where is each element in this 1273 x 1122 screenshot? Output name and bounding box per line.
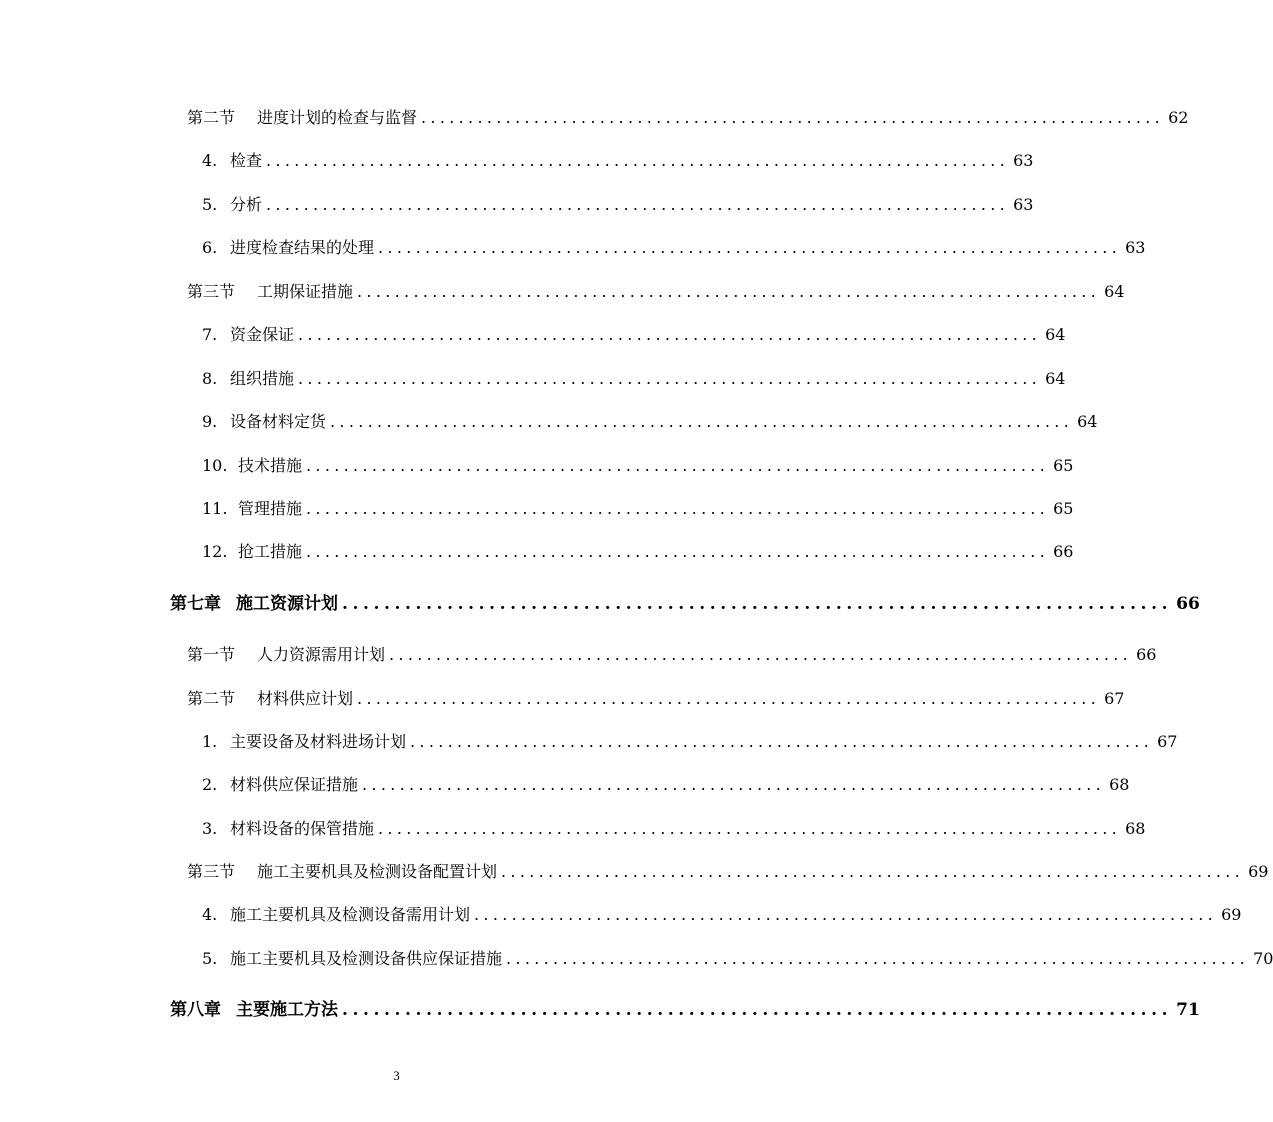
toc-entry-title: 主要施工方法 — [236, 1000, 338, 1020]
toc-entry-page: 69 — [1248, 862, 1269, 881]
toc-entry-title: 施工主要机具及检测设备需用计划 — [230, 905, 471, 924]
dot-leader: ............................................................................... — [501, 862, 1245, 881]
toc-entry-page: 62 — [1168, 108, 1189, 127]
toc-entry-page: 68 — [1125, 819, 1146, 838]
toc-entry[interactable] — [202, 814, 1146, 844]
toc-entry-number: 6. — [202, 238, 218, 257]
dot-leader: ............................................................................... — [330, 412, 1074, 431]
toc-entry-title: 施工主要机具及检测设备供应保证措施 — [230, 949, 503, 968]
dot-leader: ............................................................................... — [421, 108, 1165, 127]
toc-entry[interactable] — [187, 277, 1125, 307]
toc-entry-number: 10. — [202, 456, 228, 475]
toc-entry-page: 64 — [1077, 412, 1098, 431]
toc-entry-title: 进度检查结果的处理 — [230, 238, 375, 257]
toc-entry[interactable] — [202, 944, 1273, 974]
dot-leader: ............................................................................... — [342, 1000, 1173, 1020]
toc-entry[interactable] — [202, 233, 1146, 263]
toc-entry-number: 11. — [202, 499, 228, 518]
toc-entry[interactable] — [202, 900, 1242, 930]
dot-leader: ............................................................................... — [474, 905, 1218, 924]
dot-leader: ............................................................................... — [378, 238, 1122, 257]
toc-entry-title: 材料供应保证措施 — [230, 775, 359, 794]
toc-entry-number: 第三节 — [187, 282, 236, 301]
toc-entry-title: 组织措施 — [230, 369, 295, 388]
toc-entry-page: 69 — [1221, 905, 1242, 924]
dot-leader: ............................................................................... — [306, 499, 1050, 518]
toc-entry-number: 3. — [202, 819, 218, 838]
toc-entry[interactable] — [187, 103, 1189, 133]
toc-entry-page: 66 — [1136, 645, 1157, 664]
dot-leader: ............................................................................... — [357, 689, 1101, 708]
toc-entry-number: 5. — [202, 195, 218, 214]
toc-entry-page: 63 — [1013, 151, 1034, 170]
dot-leader: ............................................................................... — [306, 456, 1050, 475]
toc-entry-title: 材料设备的保管措施 — [230, 819, 375, 838]
toc-entry-title: 进度计划的检查与监督 — [257, 108, 418, 127]
toc-entry-number: 4. — [202, 151, 218, 170]
toc-entry-number: 2. — [202, 775, 218, 794]
toc-entry[interactable] — [202, 407, 1098, 437]
toc-entry-page: 66 — [1053, 542, 1074, 561]
toc-entry-title: 施工资源计划 — [236, 594, 338, 614]
toc-entry[interactable] — [187, 640, 1157, 670]
toc-entry-page: 70 — [1253, 949, 1273, 968]
toc-entry[interactable] — [202, 494, 1074, 524]
toc-entry-number: 第八章 — [170, 1000, 221, 1020]
toc-entry-page: 63 — [1125, 238, 1146, 257]
toc-entry[interactable] — [202, 146, 1034, 176]
toc-entry-title: 施工主要机具及检测设备配置计划 — [257, 862, 498, 881]
dot-leader: ............................................................................... — [389, 645, 1133, 664]
toc-entry-number: 第二节 — [187, 108, 236, 127]
toc-entry-page: 67 — [1104, 689, 1125, 708]
dot-leader: ............................................................................... — [342, 594, 1173, 614]
toc-entry-page: 68 — [1109, 775, 1130, 794]
toc-entry[interactable] — [202, 190, 1034, 220]
toc-entry[interactable] — [202, 451, 1074, 481]
toc-entry-title: 主要设备及材料进场计划 — [230, 732, 407, 751]
toc-entry-title: 人力资源需用计划 — [257, 645, 386, 664]
toc-chapter-entry[interactable] — [170, 995, 1200, 1025]
toc-entry-title: 抢工措施 — [238, 542, 303, 561]
dot-leader: ............................................................................... — [357, 282, 1101, 301]
toc-entry-number: 第二节 — [187, 689, 236, 708]
page-number: 3 — [393, 1068, 400, 1083]
toc-entry[interactable] — [202, 770, 1130, 800]
toc-entry-number: 8. — [202, 369, 218, 388]
toc-entry-page: 64 — [1104, 282, 1125, 301]
toc-entry-page: 64 — [1045, 325, 1066, 344]
toc-entry[interactable] — [187, 684, 1125, 714]
toc-entry-page: 65 — [1053, 456, 1074, 475]
toc-entry-title: 技术措施 — [238, 456, 303, 475]
toc-entry-number: 1. — [202, 732, 218, 751]
toc-entry-page: 63 — [1013, 195, 1034, 214]
toc-entry-title: 检查 — [230, 151, 263, 170]
toc-entry[interactable] — [202, 320, 1066, 350]
dot-leader: ............................................................................... — [378, 819, 1122, 838]
toc-entry-number: 12. — [202, 542, 228, 561]
toc-entry-page: 64 — [1045, 369, 1066, 388]
toc-entry[interactable] — [187, 857, 1269, 887]
toc-entry[interactable] — [202, 364, 1066, 394]
toc-entry-number: 第三节 — [187, 862, 236, 881]
dot-leader: ............................................................................... — [266, 151, 1010, 170]
toc-entry-number: 7. — [202, 325, 218, 344]
toc-entry-number: 第七章 — [170, 594, 221, 614]
toc-entry-page: 65 — [1053, 499, 1074, 518]
toc-entry[interactable] — [202, 537, 1074, 567]
dot-leader: ............................................................................... — [410, 732, 1154, 751]
toc-entry-number: 第一节 — [187, 645, 236, 664]
dot-leader: ............................................................................... — [306, 542, 1050, 561]
dot-leader: ............................................................................... — [506, 949, 1250, 968]
toc-chapter-entry[interactable] — [170, 589, 1200, 619]
toc-entry-page: 71 — [1176, 1000, 1200, 1020]
toc-entry-number: 5. — [202, 949, 218, 968]
toc-entry-number: 9. — [202, 412, 218, 431]
toc-entry-page: 67 — [1157, 732, 1178, 751]
toc-entry[interactable] — [202, 727, 1178, 757]
dot-leader: ............................................................................... — [266, 195, 1010, 214]
toc-entry-title: 材料供应计划 — [257, 689, 354, 708]
dot-leader: ............................................................................... — [298, 369, 1042, 388]
toc-entry-title: 设备材料定货 — [230, 412, 327, 431]
dot-leader: ............................................................................... — [362, 775, 1106, 794]
toc-entry-title: 资金保证 — [230, 325, 295, 344]
toc-entry-title: 分析 — [230, 195, 263, 214]
toc-entry-number: 4. — [202, 905, 218, 924]
toc-entry-page: 66 — [1176, 594, 1200, 614]
dot-leader: ............................................................................... — [298, 325, 1042, 344]
toc-entry-title: 管理措施 — [238, 499, 303, 518]
toc-entry-title: 工期保证措施 — [257, 282, 354, 301]
